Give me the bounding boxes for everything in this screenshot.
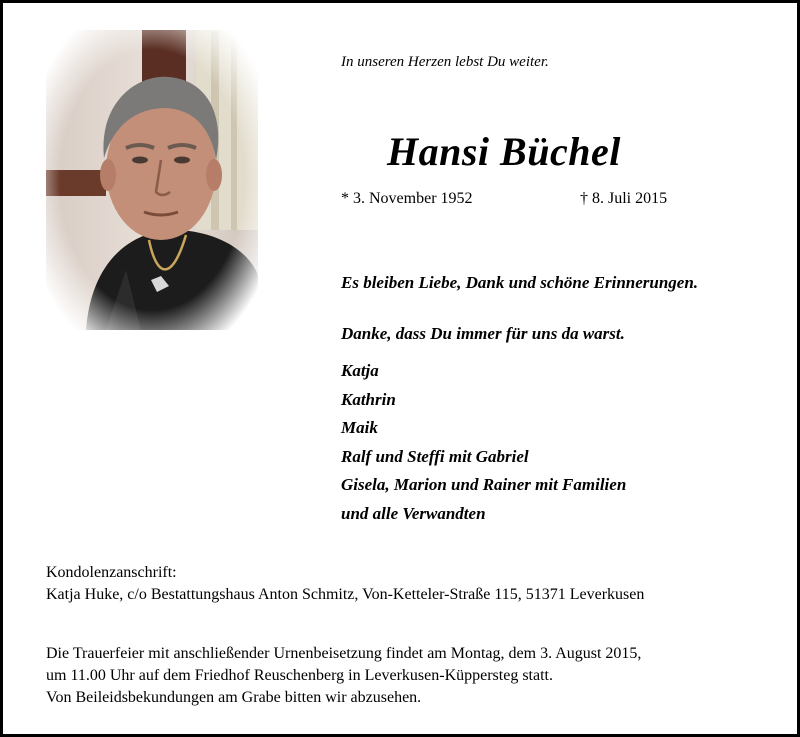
funeral-service-info: [46, 643, 641, 709]
portrait-photo: [46, 30, 258, 330]
birth-date: * 3. November 1952: [341, 190, 473, 207]
quote-memories: Es bleiben Liebe, Dank und schöne Erinnerungen.: [341, 273, 699, 292]
mourner-item: Ralf und Steffi mit Gabriel: [341, 446, 529, 466]
deceased-name: Hansi Büchel: [387, 129, 621, 174]
mourners-list: [341, 357, 626, 529]
mourner-item: und alle Verwandten: [341, 503, 486, 523]
service-line: um 11.00 Uhr auf dem Friedhof Reuschenberg in Leverkusen-Küppersteg statt.: [46, 667, 553, 684]
service-line: Von Beileidsbekundungen am Grabe bitten wir abzusehen.: [46, 689, 422, 706]
mourner-item: Katja: [341, 361, 379, 380]
quote-thanks: Danke, dass Du immer für uns da warst.: [341, 324, 625, 343]
service-line: Die Trauerfeier mit anschließender Urnenbeisetzung findet am Montag, dem 3. August 2015,: [46, 645, 642, 662]
mourner-item: Maik: [341, 418, 378, 438]
mourner-item: Kathrin: [341, 389, 396, 409]
condolence-label: Kondolenzanschrift:: [46, 564, 177, 581]
condolence-address: Katja Huke, c/o Bestattungshaus Anton Schmitz, Von-Ketteler-Straße 115, 51371 Leverkusen: [46, 586, 645, 603]
death-date: † 8. Juli 2015: [580, 190, 668, 207]
motto-text: In unseren Herzen lebst Du weiter.: [341, 54, 549, 70]
mourner-item: Gisela, Marion und Rainer mit Familien: [341, 475, 627, 495]
